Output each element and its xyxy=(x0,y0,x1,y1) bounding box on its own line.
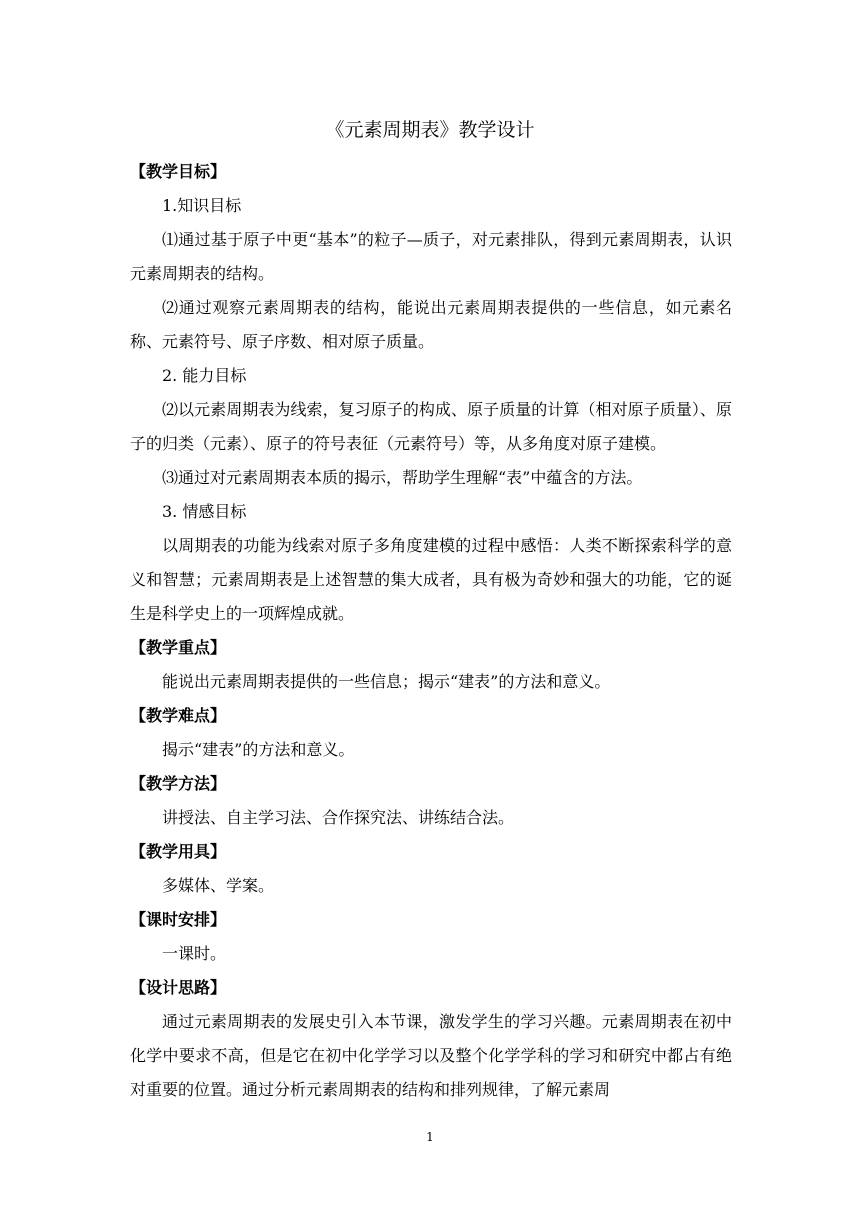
emotion-goal-1: 以周期表的功能为线索对原子多角度建模的过程中感悟：人类不断探索科学的意义和智慧；元素周期表是上述智慧的集大成者，具有极为奇妙和强大的功能，它的诞生是科学史上的一项辉煌成就。 xyxy=(130,536,732,623)
section-heading-methods: 【教学方法】 xyxy=(130,774,227,793)
ability-goal-label: 2. 能力目标 xyxy=(162,366,247,385)
emotion-goal-label: 3. 情感目标 xyxy=(162,502,247,521)
key-points-text: 能说出元素周期表提供的一些信息；揭示“建表”的方法和意义。 xyxy=(162,672,611,691)
knowledge-goal-2: ⑵通过观察元素周期表的结构，能说出元素周期表提供的一些信息，如元素名称、元素符号、原子序数、相对原子质量。 xyxy=(130,298,732,351)
knowledge-goal-1: ⑴通过基于原子中更“基本”的粒子—质子，对元素排队，得到元素周期表，认识元素周期表的结构。 xyxy=(130,230,732,283)
section-heading-key-points: 【教学重点】 xyxy=(130,638,227,657)
document-body xyxy=(130,155,732,1107)
section-heading-goals: 【教学目标】 xyxy=(130,162,227,181)
section-heading-tools: 【教学用具】 xyxy=(130,842,227,861)
difficulties-text: 揭示“建表”的方法和意义。 xyxy=(162,740,355,759)
section-heading-schedule: 【课时安排】 xyxy=(130,910,227,929)
ability-goal-2: ⑶通过对元素周期表本质的揭示，帮助学生理解“表”中蕴含的方法。 xyxy=(162,468,643,487)
section-heading-design: 【设计思路】 xyxy=(130,978,227,997)
page-number: 1 xyxy=(426,1130,434,1144)
knowledge-goal-label: 1.知识目标 xyxy=(162,196,242,215)
schedule-text: 一课时。 xyxy=(162,944,227,963)
ability-goal-1: ⑵以元素周期表为线索，复习原子的构成、原子质量的计算（相对原子质量）、原子的归类（元素）、原子的符号表征（元素符号）等，从多角度对原子建模。 xyxy=(130,400,732,453)
document-title: 《元素周期表》教学设计 xyxy=(325,119,535,141)
design-text: 通过元素周期表的发展史引入本节课，激发学生的学习兴趣。元素周期表在初中化学中要求不高，但是它在初中化学学习以及整个化学学科的学习和研究中都占有绝对重要的位置。通过分析元素周期表的结构和排列规律，了解元素周 xyxy=(130,1012,732,1099)
methods-text: 讲授法、自主学习法、合作探究法、讲练结合法。 xyxy=(162,808,515,827)
tools-text: 多媒体、学案。 xyxy=(162,876,275,895)
section-heading-difficulties: 【教学难点】 xyxy=(130,706,227,725)
